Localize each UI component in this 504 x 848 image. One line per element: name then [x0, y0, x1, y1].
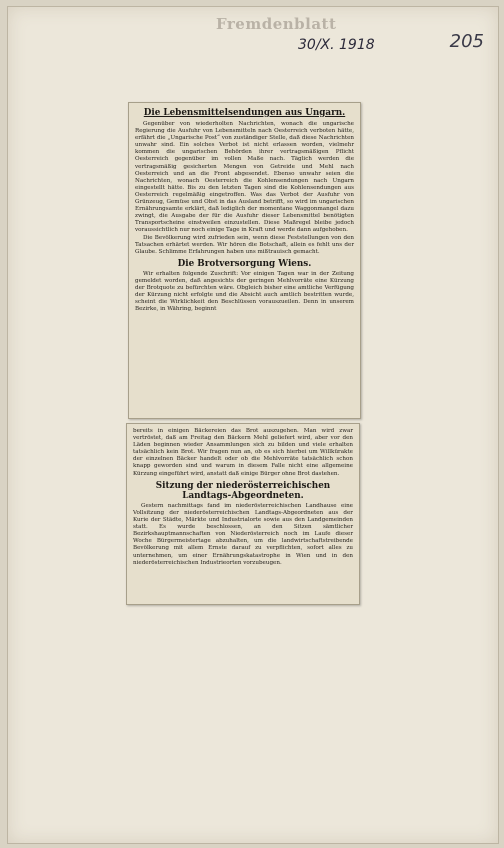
headline-lebensmittel: Die Lebensmittelsendungen aus Ungarn. — [143, 108, 346, 118]
clipping-upper — [128, 102, 361, 419]
headline-landtag: Sitzung der niederösterreichischen Landtags-Abgeordneten. — [155, 480, 331, 501]
newspaper-stamp: Fremdenblatt — [216, 15, 337, 33]
paragraph-continued: bereits in einigen Bäckereien das Brot auszugehen. Man wird zwar vertröstet, daß am Freitag den Bäckern Mehl geliefert wird, aber vor den Läden beginnen wieder Ansammlungen sich zu bilden und viele erhalten tatsächlich kein Brot. Wir fragen nun an, ob es sich hierbei um Willkürakte der einzelnen Bäcker handelt oder ob die Mehlvorräte tatsächlich schon knapp geworden sind und warum in diesem Falle nicht eine allgemeine Kürzung eingeführt wird, anstatt daß einige Bürger ohne Brot dastehen. — [133, 428, 353, 477]
handwritten-date: 30/X. 1918 — [298, 37, 375, 53]
paragraph: Wir erhalten folgende Zuschrift: Vor einigen Tagen war in der Zeitung gemeldet worden, daß angesichts der geringen Mehlvorräte eine Kürzung der Brotquote zu befürchten wäre. Obgleich bisher eine amtliche Verfügung der Kürzung nicht erfolgte und die Absicht auch amtlich bestritten wurde, scheint die Wirklichkeit den Beschlüssen vorauszueilen. Denn in unserem Bezirke, in Währing, beginnt — [135, 270, 354, 313]
folio-number: 205 — [449, 31, 484, 52]
archive-page — [7, 6, 499, 844]
headline-brotversorgung: Die Brotversorgung Wiens. — [177, 258, 312, 269]
paragraph: Gestern nachmittags fand im niederösterreichischen Landhause eine Vollsitzung der niederösterreichischen Landtags-Abgeordneten aus der Kurie der Städte, Märkte und Industrialorte sowie aus den Landgemeinden statt. Es wurde beschlossen, an den Sitzen sämtlicher Bezirkshauptmannschaften von Niederösterreich noch im Laufe dieser Woche Bürgermeistertage abzuhalten, um die landwirtschaftstreibende Bevölkerung mit allem Ernste darauf zu verpflichten, sofort alles zu unternehmen, um einer Ernährungskatastrophe in Wien und in den niederösterreichischen Industrieorten vorzubeugen. — [133, 502, 353, 566]
paragraph: Gegenüber von wiederholten Nachrichten, wonach die ungarische Regierung die Ausfuhr von Lebensmitteln nach Oesterreich verboten hätte, erfährt die „Ungarische Post“ von zuständiger Stelle, daß diese Nachrichten unwahr sind. Ein solches Verbot ist nicht erlassen worden, vielmehr kommen die ungarischen Behörden ihrer vertragsmäßigen Pflicht Oesterreich gegenüber im vollen Maße nach. Täglich werden die vertragsmäßig gesicherten Mengen von Getreide und Mehl nach Oesterreich und an die Front abgesendet. Ebenso unwahr seien die Nachrichten, wonach Oesterreich die Kohlensendungen nach Ungarn eingestellt hätte. Bis zu den letzten Tagen sind die Kohlensendungen aus Oesterreich regelmäßig eingetroffen. Was das Verbot der Ausfuhr von Grünzeug, Gemüse und Obst in das Ausland betrifft, so wird im ungarischen Ernährungsamte erklärt, daß lediglich der momentane Waggonmangel dazu zwingt, die Ausgabe der für die Ausfuhr dieser Lebensmittel benötigten Transportscheine einstweilen einzustellen. Diese Maßregel bleibe jedoch voraussichtlich nur noch einige Tage in Kraft und werde dann aufgehoben. — [135, 121, 354, 234]
paragraph: Die Bevölkerung wird zufrieden sein, wenn diese Feststellungen von den Tatsachen erhärtet werden. Wir hören die Botschaft, allein es fehlt uns der Glaube. Schlimme Erfahrungen haben uns mißtrauisch gemacht. — [135, 234, 354, 255]
clipping-lower — [126, 423, 360, 605]
